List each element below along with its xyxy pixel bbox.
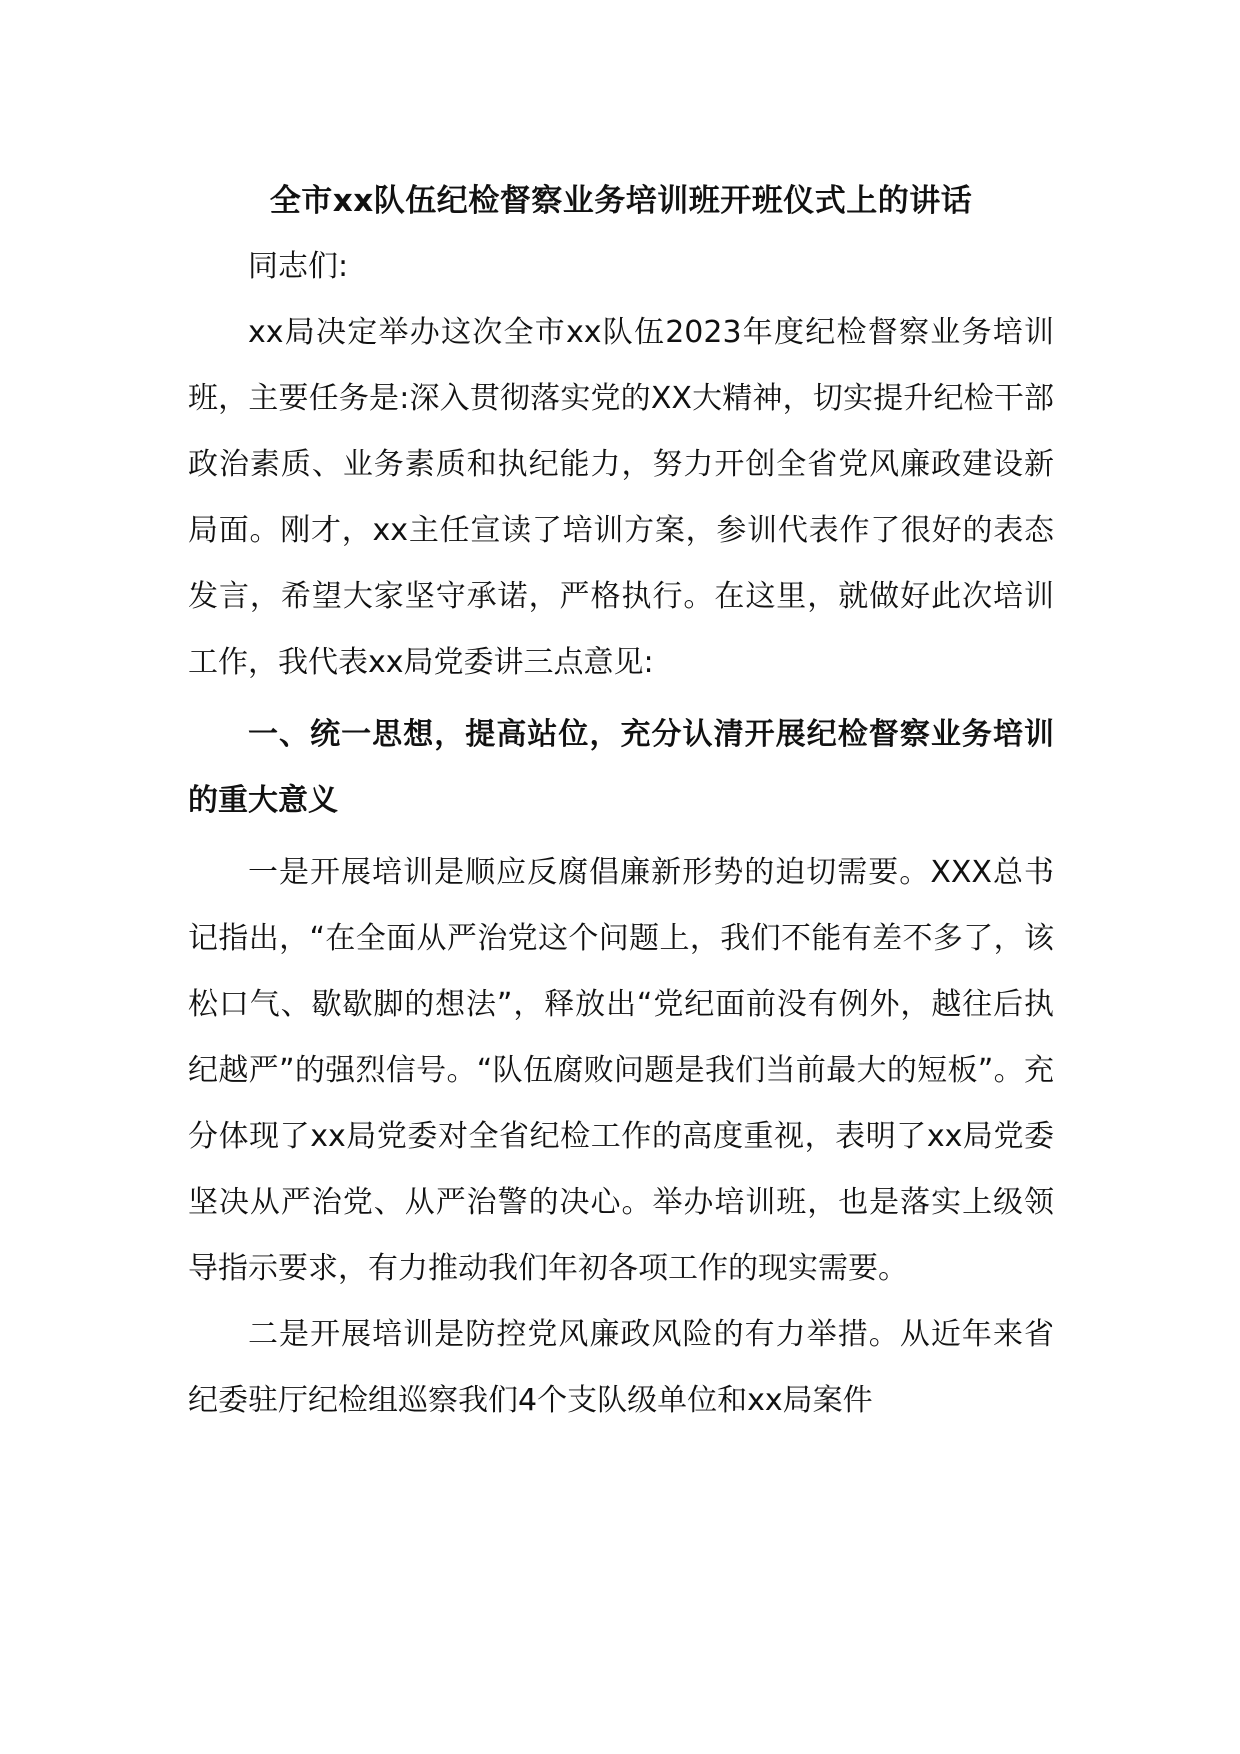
section-heading-1: 一、统一思想，提高站位，充分认清开展纪检督察业务培训的重大意义 [188, 717, 1054, 818]
paragraph-1: 一是开展培训是顺应反腐倡廉新形势的迫切需要。XXX总书记指出，“在全面从严治党这个问题上，我们不能有差不多了，该松口气、歇歇脚的想法”，释放出“党纪面前没有例外，越往后执纪越严”的强烈信号。“队伍腐败问题是我们当前最大的短板”。充分体现了xx局党委对全省纪检工作的高度重视，表明了xx局党委坚决从严治党、从严治警的决心。举办培训班，也是落实上级领导指示要求，有力推动我们年初各项工作的现实需要。 [188, 855, 1054, 1286]
salutation: 同志们: [248, 249, 349, 284]
document-title: 全市xx队伍纪检督察业务培训班开班仪式上的讲话 [269, 183, 973, 219]
document-body [188, 168, 1054, 1434]
intro-paragraph: xx局决定举办这次全市xx队伍2023年度纪检督察业务培训班，主要任务是:深入贯彻落实党的XX大精神，切实提升纪检干部政治素质、业务素质和执纪能力，努力开创全省党风廉政建设新局面。刚才，xx主任宣读了培训方案，参训代表作了很好的表态发言，希望大家坚守承诺，严格执行。在这里，就做好此次培训工作，我代表xx局党委讲三点意见: [188, 315, 1054, 680]
paragraph-2: 二是开展培训是防控党风廉政风险的有力举措。从近年来省纪委驻厅纪检组巡察我们4个支队级单位和xx局案件 [188, 1317, 1054, 1418]
